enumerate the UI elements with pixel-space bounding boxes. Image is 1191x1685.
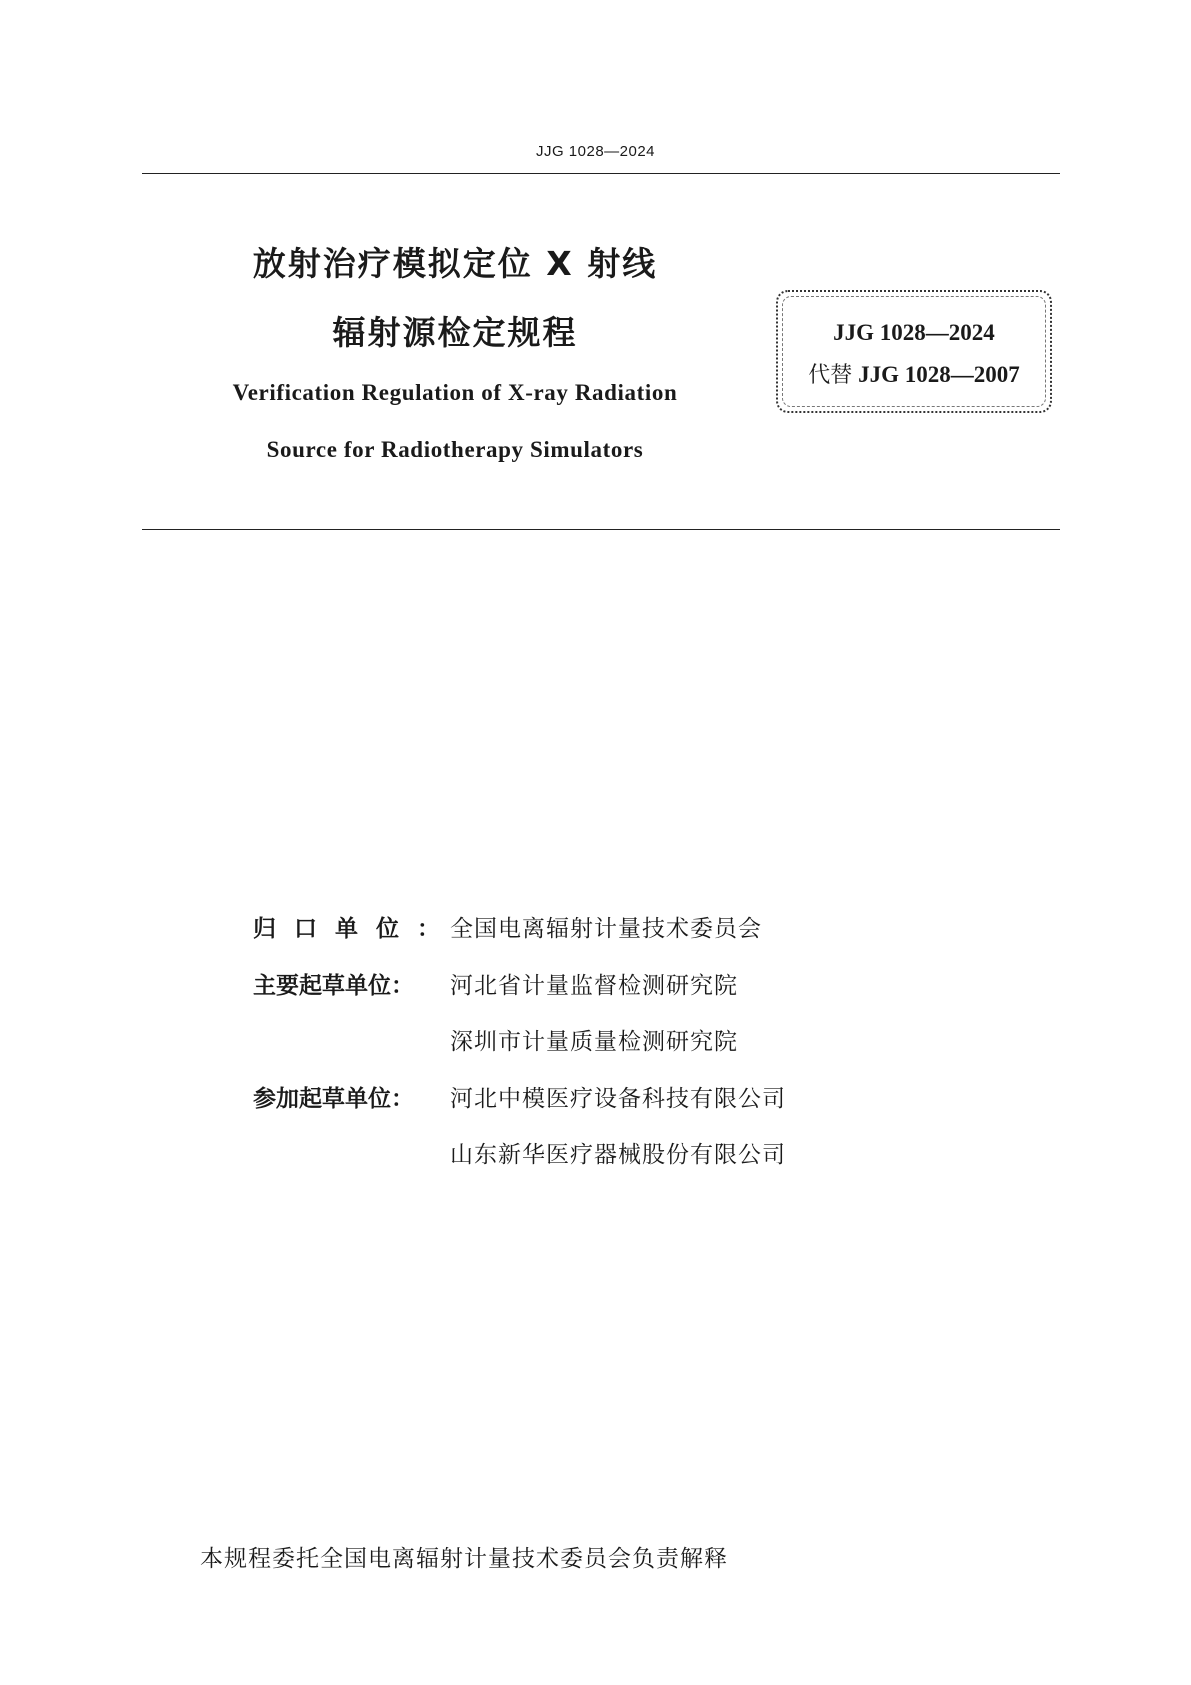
org-value: 山东新华医疗器械股份有限公司: [450, 1142, 786, 1168]
org-value: 河北省计量监督检测研究院: [450, 973, 738, 999]
header-rule: [142, 173, 1060, 174]
title-en-line-1: Verification Regulation of X-ray Radiation: [232, 380, 678, 405]
standard-code-box: [776, 290, 1052, 413]
org-row-main-drafting: [253, 967, 738, 1001]
replaces-label: 代替: [808, 363, 853, 388]
title-en-line-2: Source for Radiotherapy Simulators: [266, 437, 644, 462]
interpretation-note: 本规程委托全国电离辐射计量技术委员会负责解释: [200, 1546, 728, 1572]
title-rule: [142, 529, 1060, 530]
org-row-participating: [253, 1080, 786, 1114]
title-cn-line-1: 放射治疗模拟定位 X 射线: [252, 244, 658, 283]
org-value: 深圳市计量质量检测研究院: [450, 1029, 738, 1055]
org-value: 全国电离辐射计量技术委员会: [450, 916, 762, 942]
org-label: 归口单位：: [253, 916, 458, 942]
replaces-line: [778, 358, 1050, 389]
org-label: 主要起草单位：: [253, 973, 414, 999]
replaced-code: JJG 1028—2007: [858, 362, 1020, 387]
org-row-participating-2: [253, 1136, 786, 1170]
org-value: 河北中模医疗设备科技有限公司: [450, 1086, 786, 1112]
running-header: JJG 1028—2024: [535, 143, 656, 160]
standard-code: JJG 1028—2024: [833, 320, 995, 345]
title-cn-line-2: 辐射源检定规程: [332, 313, 578, 352]
org-row-centralized: [253, 910, 762, 944]
org-label: 参加起草单位：: [253, 1086, 414, 1112]
org-row-main-drafting-2: [253, 1023, 738, 1057]
